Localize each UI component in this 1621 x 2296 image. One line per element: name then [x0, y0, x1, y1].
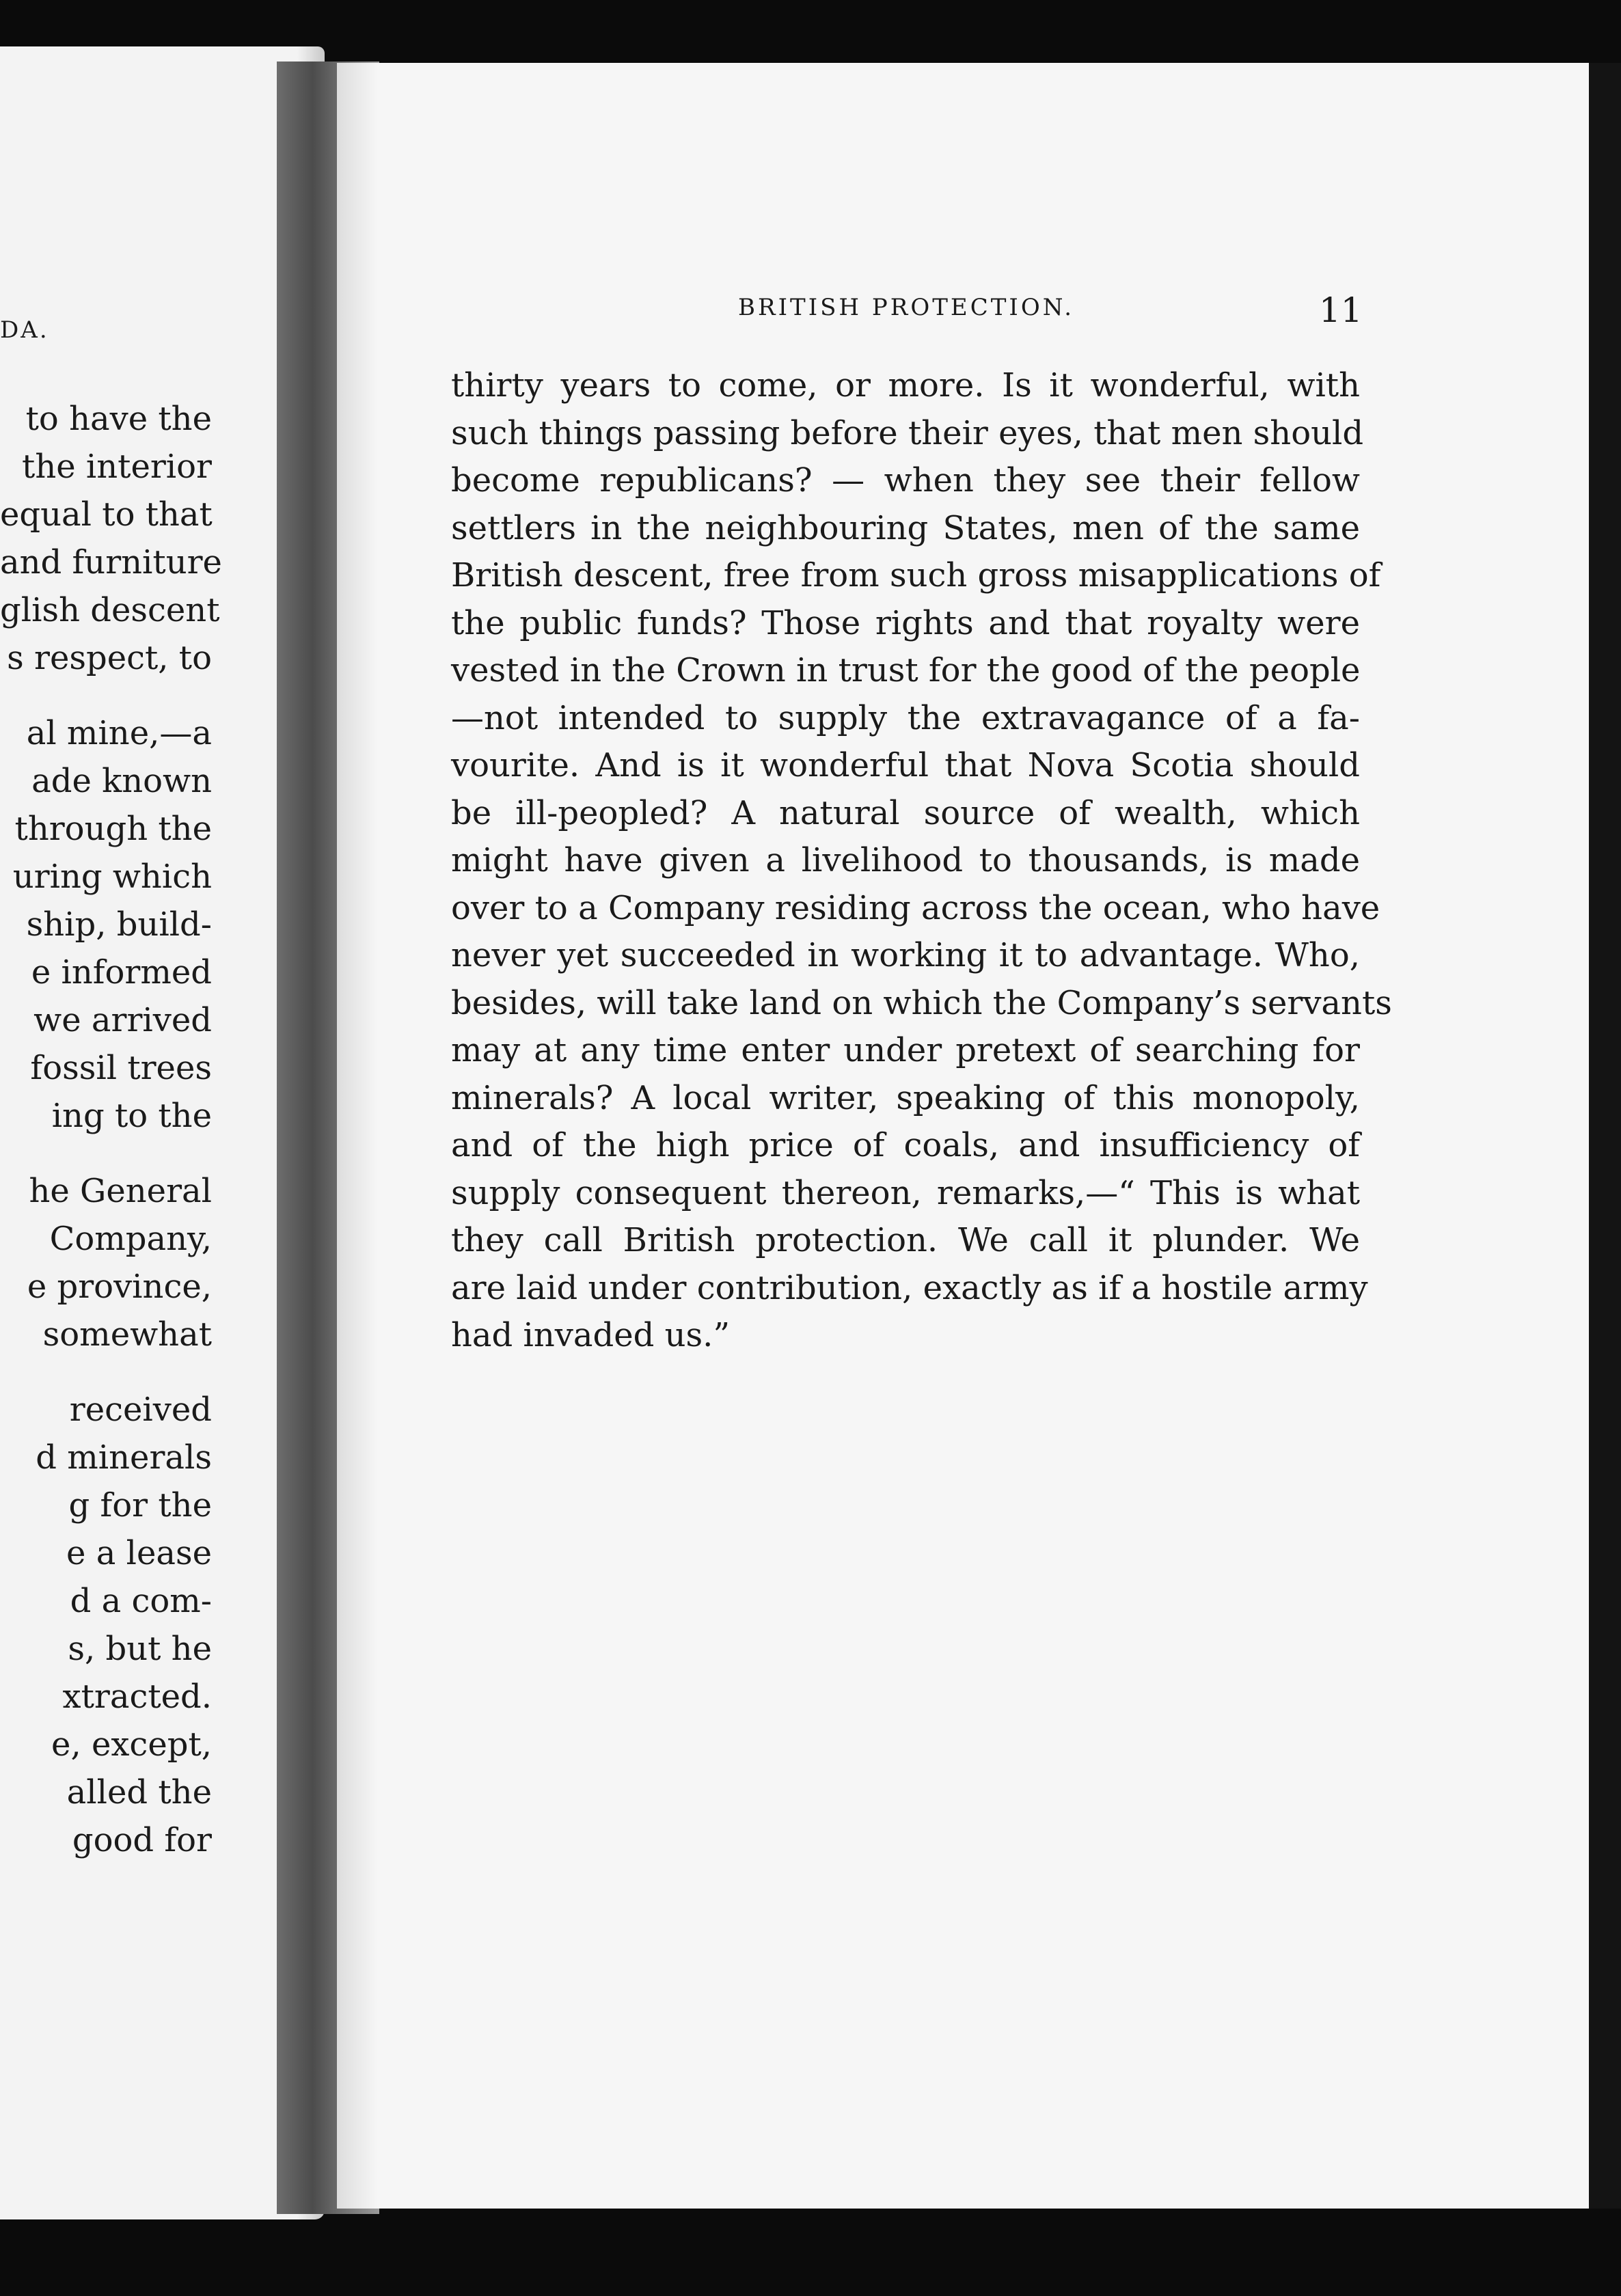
left-text-line: uring which — [12, 858, 212, 896]
text-line: the public funds? Those rights and that royalty were — [451, 603, 1360, 642]
left-text-line: the interior — [22, 448, 212, 486]
left-text-line: we arrived — [33, 1001, 212, 1039]
text-line: besides, will take land on which the Company’s servants — [451, 983, 1392, 1022]
text-line: they call British protection. We call it plunder. We — [451, 1221, 1360, 1259]
text-line: never yet succeeded in working it to advantage. Who, — [451, 936, 1360, 974]
left-text-line: through the — [14, 810, 212, 848]
left-text-line: s, but he — [68, 1630, 212, 1668]
text-line: be ill-peopled? A natural source of wealth, which — [451, 793, 1360, 832]
text-line: may at any time enter under pretext of searching for — [451, 1031, 1360, 1069]
left-text-line: e province, — [27, 1268, 212, 1306]
text-line: vested in the Crown in trust for the good of the people — [451, 651, 1361, 689]
left-text-line: e informed — [31, 953, 212, 992]
text-line: become republicans? — when they see their fellow — [451, 461, 1360, 500]
text-line: thirty years to come, or more. Is it wonderful, with — [451, 366, 1360, 405]
left-page — [0, 46, 325, 2219]
left-text-line: e, except, — [51, 1725, 212, 1764]
body-text — [451, 362, 1392, 1360]
running-head: BRITISH PROTECTION. — [738, 294, 1075, 321]
left-text-line: Company, — [49, 1220, 212, 1258]
left-text-line: good for — [72, 1821, 212, 1859]
left-text-line: glish descent — [0, 591, 220, 629]
left-text-line: received — [69, 1391, 212, 1429]
text-line: might have given a livelihood to thousands, is made — [451, 841, 1360, 879]
left-text-line: and furniture — [0, 543, 222, 582]
left-text-line: fossil trees — [30, 1049, 212, 1087]
text-line: had invaded us.” — [451, 1316, 730, 1354]
left-text-line: ing to the — [51, 1097, 212, 1135]
left-text-line: d a com- — [70, 1582, 212, 1620]
left-text-line: e a lease — [66, 1534, 212, 1572]
text-line: over to a Company residing across the ocean, who have — [451, 888, 1380, 927]
text-line: and of the high price of coals, and insufficiency of — [451, 1126, 1360, 1164]
left-text-line: ade known — [31, 762, 212, 800]
text-line: such things passing before their eyes, that men should — [451, 413, 1364, 452]
left-text-line: ship, build- — [26, 905, 212, 944]
left-text-line: to have the — [25, 400, 212, 438]
left-text-line: he General — [29, 1172, 212, 1210]
text-line: settlers in the neighbouring States, men of the same — [451, 508, 1360, 547]
text-line: British descent, free from such gross misapplications of — [451, 556, 1381, 594]
left-text-line: al mine,—a — [26, 714, 212, 752]
left-text-line: s respect, to — [7, 639, 212, 677]
left-text-line: alled the — [66, 1773, 212, 1812]
left-text-line: xtracted. — [62, 1678, 212, 1716]
left-text-line: somewhat — [42, 1315, 212, 1354]
text-line: —not intended to supply the extravagance of a fa- — [451, 698, 1360, 737]
right-page-spine-shadow — [337, 63, 378, 2209]
text-line: are laid under contribution, exactly as if a hostile army — [451, 1268, 1368, 1307]
left-text-line: d minerals — [36, 1438, 212, 1477]
text-line: minerals? A local writer, speaking of this monopoly, — [451, 1078, 1360, 1117]
text-line: vourite. And is it wonderful that Nova Scotia should — [451, 746, 1360, 784]
left-text-line: equal to that — [0, 495, 213, 534]
left-text-line: g for the — [68, 1486, 212, 1525]
right-page-edge — [1589, 63, 1621, 2209]
left-page-header: DA. — [0, 316, 49, 344]
page-number: 11 — [1319, 290, 1363, 330]
text-line: supply consequent thereon, remarks,—“ This is what — [451, 1173, 1360, 1212]
